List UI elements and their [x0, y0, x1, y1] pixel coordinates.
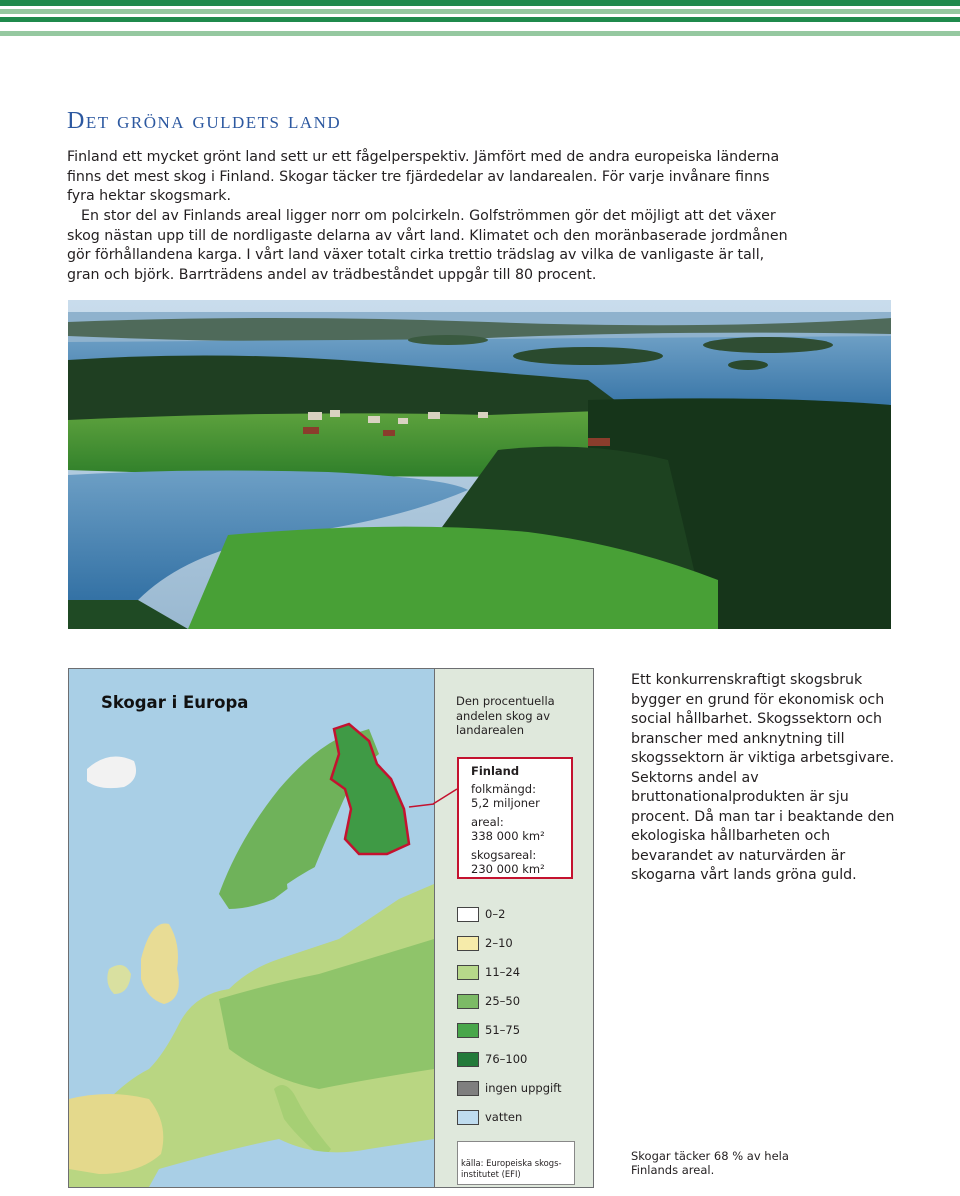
side-text: Ett konkurrenskraftigt skogsbruk bygger en grund för ekonomisk och social hållbarhet. Skogssektorn och branscher med anknytning till skogssektorn är viktiga arbetsgivare. Sektorns andel av bruttonationalprodukten är sju procent. Då man tar i beaktande den ekologiska hållbarheten och bevarandet av naturvärden är skogarna vårt lands gröna guld. — [631, 672, 895, 883]
legend-label: 25–50 — [485, 994, 521, 1008]
map-source-note: källa: Europeiska skogs-institutet (EFI) — [457, 1141, 575, 1185]
header-stripe-upper — [0, 9, 960, 14]
header-stripe-top — [0, 0, 960, 6]
map-caption: Skogar täcker 68 % av hela Finlands areal. — [631, 1149, 789, 1177]
legend-swatch — [457, 1110, 479, 1125]
legend-label: 51–75 — [485, 1023, 521, 1037]
legend-swatch — [457, 965, 479, 980]
area-label: areal: — [471, 814, 504, 829]
legend-swatch — [457, 1023, 479, 1038]
landscape-photo — [68, 300, 891, 629]
legend-heading: Den procentuella andelen skog av landarealen — [456, 694, 555, 737]
header-stripe-bottom — [0, 31, 960, 36]
legend-label: 11–24 — [485, 965, 521, 979]
finland-facts-box — [457, 757, 573, 879]
legend-swatch — [457, 1081, 479, 1096]
legend-label: 76–100 — [485, 1052, 528, 1066]
legend-swatch — [457, 994, 479, 1009]
intro-paragraph-2: En stor del av Finlands areal ligger norr om polcirkeln. Golfströmmen gör det möjligt att det växer skog nästan upp till de nordligaste delarna av vårt land. Klimatet och den moränbaserade jordmånen gör förhållandena karga. I vårt land växer totalt cirka trettio trädslag av vilka de vanligaste är tall, gran och björk. Barrträdens andel av trädbeståndet uppgår till 80 procent. — [67, 208, 788, 283]
population-label: folkmängd: — [471, 781, 536, 796]
population-value: 5,2 miljoner — [471, 796, 540, 810]
legend-label: ingen uppgift — [485, 1081, 562, 1095]
forest-area-value: 230 000 km² — [471, 862, 545, 876]
finland-facts-title: Finland — [471, 764, 520, 778]
map-title: Skogar i Europa — [101, 693, 249, 712]
header-stripe-middle — [0, 17, 960, 22]
legend-label: 2–10 — [485, 936, 513, 950]
landscape-photo-image — [68, 300, 891, 629]
forest-area-label: skogsareal: — [471, 847, 537, 862]
intro-paragraph-1: Finland ett mycket grönt land sett ur ett fågelperspektiv. Jämfört med de andra europeiska länderna finns det mest skog i Finland. Skogar täcker tre fjärdedelar av landarealen. För varje invånare finns fyra hektar skogsmark. — [67, 149, 780, 204]
legend-label: vatten — [485, 1110, 523, 1124]
legend-label: 0–2 — [485, 907, 506, 921]
legend-swatch — [457, 907, 479, 922]
page-title: Det gröna guldets land — [67, 108, 342, 134]
map-legend-panel — [434, 669, 594, 1187]
legend-swatch — [457, 936, 479, 951]
europe-forest-map — [69, 669, 434, 1187]
legend-swatch — [457, 1052, 479, 1067]
forest-map-figure — [68, 668, 594, 1188]
area-value: 338 000 km² — [471, 829, 545, 843]
